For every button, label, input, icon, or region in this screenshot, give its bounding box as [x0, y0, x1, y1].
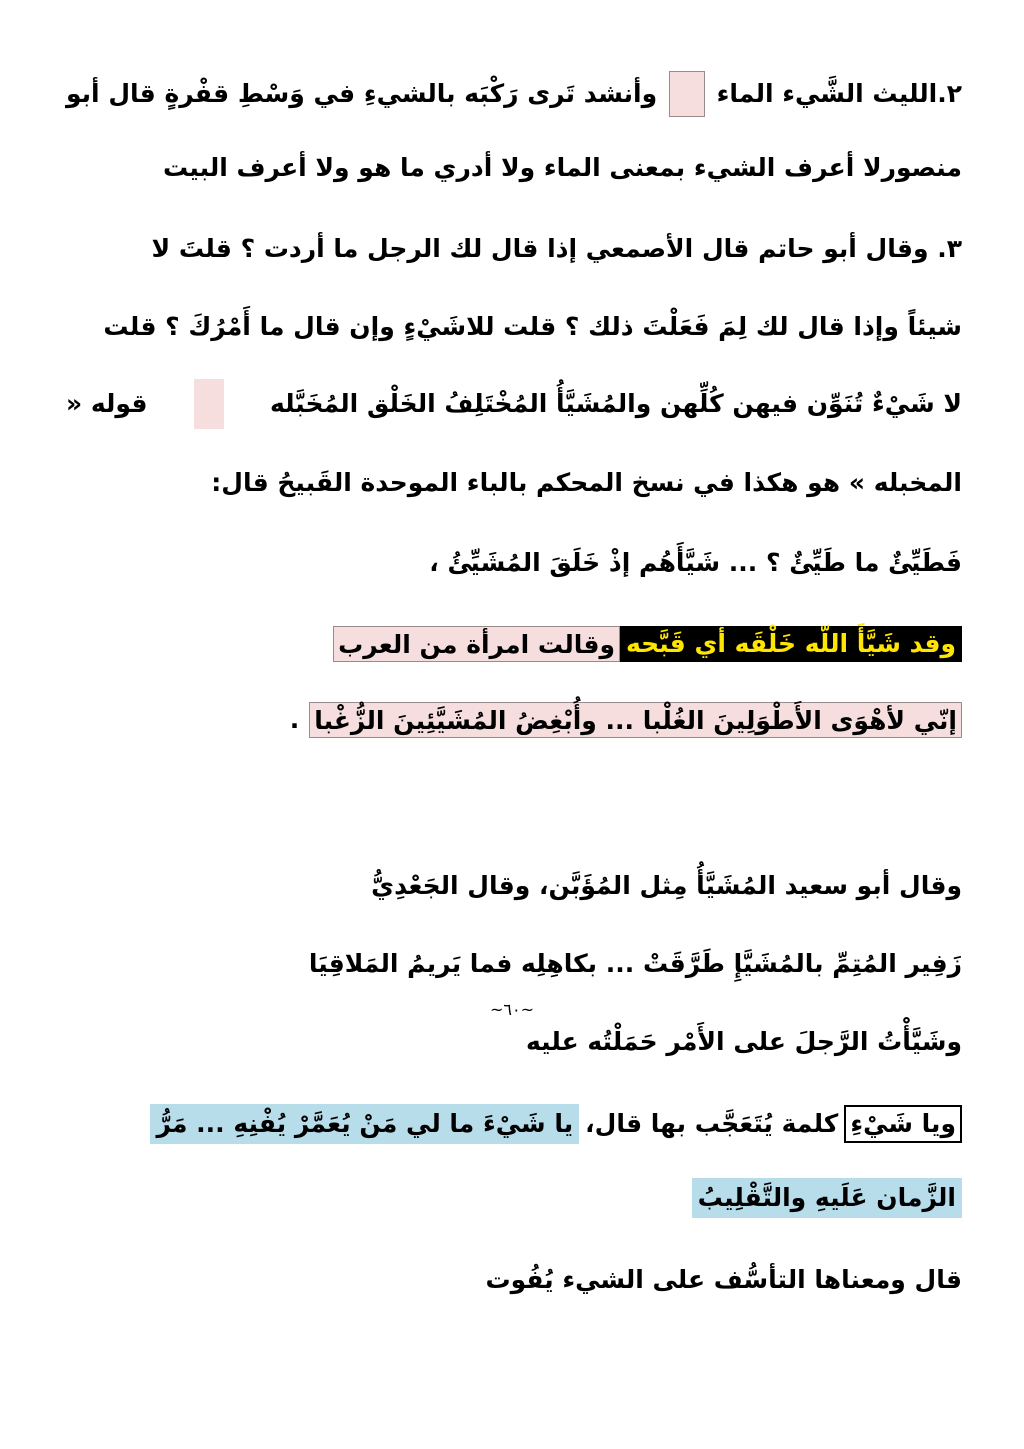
text-segment: وقال أبو سعيد المُشَيَّأُ مِثل المُؤَبَّن، وقال الجَعْدِيُّ — [371, 871, 962, 900]
text-segment: لا شَيْءٌ تُنَوِّن فيهن كُلِّهن والمُشَيَّأُ المُخْتَلِفُ الخَلْق المُخَبَّله — [269, 389, 962, 418]
page-number: ~٦٠~ — [490, 1000, 534, 1019]
text-segment: . — [289, 705, 300, 734]
text-segment: شيئاً وإذا قال لك لِمَ فَعَلْتَ ذلك ؟ قلت للاشَيْءٍ وإن قال ما أَمْرُكَ ؟ قلت — [103, 312, 962, 341]
text-segment: كلمة يُتَعَجَّب بها قال، — [585, 1109, 839, 1138]
text-line — [66, 76, 962, 112]
highlight-box — [669, 71, 705, 117]
text-line — [692, 1180, 962, 1216]
text-segment: وأنشد تَرى رَكْبَه بالشيءِ في وَسْطِ قفْرةٍ قال أبو — [66, 79, 658, 108]
text-segment: المخبله » هو هكذا في نسخ المحكم بالباء الموحدة القَبيحُ قال: — [211, 468, 962, 497]
text-segment: قال ومعناها التأسُّف على الشيء يُفُوت — [485, 1265, 962, 1294]
highlight-box — [194, 379, 224, 429]
text-line — [66, 386, 962, 422]
text-line — [211, 465, 962, 501]
text-line — [66, 231, 962, 267]
text-line — [66, 309, 962, 345]
highlighted-text: الزَّمان عَلَيهِ والتَّقْلِيبُ — [692, 1178, 962, 1218]
text-line — [309, 946, 962, 982]
text-line — [526, 1024, 962, 1060]
text-segment: ٢.الليث الشَّيء الماء — [716, 79, 962, 108]
text-line — [371, 868, 962, 904]
text-segment: وشَيَّأْتُ الرَّجلَ على الأَمْر حَمَلْتُه عليه — [526, 1027, 962, 1056]
text-line — [150, 1106, 962, 1142]
highlighted-text: وقد شَيَّأَ اللّه خَلْقَه أي قَبَّحه — [620, 626, 962, 662]
text-line — [290, 702, 962, 738]
boxed-text: ويا شَيْءِ — [844, 1105, 962, 1143]
text-line — [333, 626, 962, 662]
text-line — [163, 150, 962, 186]
highlighted-text: يا شَيْءَ ما لي مَنْ يُعَمَّرْ يُفْنِهِ ... مَرُّ — [150, 1104, 579, 1144]
text-segment: ٣. وقال أبو حاتم قال الأصمعي إذا قال لك الرجل ما أردت ؟ قلتَ لا — [151, 234, 962, 263]
text-segment: فَطَيِّئٌ ما طَيِّئٌ ؟ ... شَيَّأَهُم إذْ خَلَقَ المُشَيِّئُ ، — [429, 548, 962, 577]
text-line — [485, 1262, 962, 1298]
text-segment: قوله « — [66, 389, 148, 418]
text-line — [429, 545, 962, 581]
boxed-text: إنّي لأهْوَى الأَطْوَلِينَ الغُلْبا ... وأُبْغِضُ المُشَيَّئِينَ الزُّغْبا — [309, 702, 962, 738]
boxed-text: وقالت امرأة من العرب — [333, 626, 620, 662]
text-segment: زَفِير المُتِمِّ بالمُشَيَّإِ طَرَّقَتْ ... بكاهِلِه فما يَريمُ المَلاقِيَا — [308, 949, 962, 978]
text-segment: منصورلا أعرف الشيء بمعنى الماء ولا أدري ما هو ولا أعرف البيت — [162, 153, 962, 182]
